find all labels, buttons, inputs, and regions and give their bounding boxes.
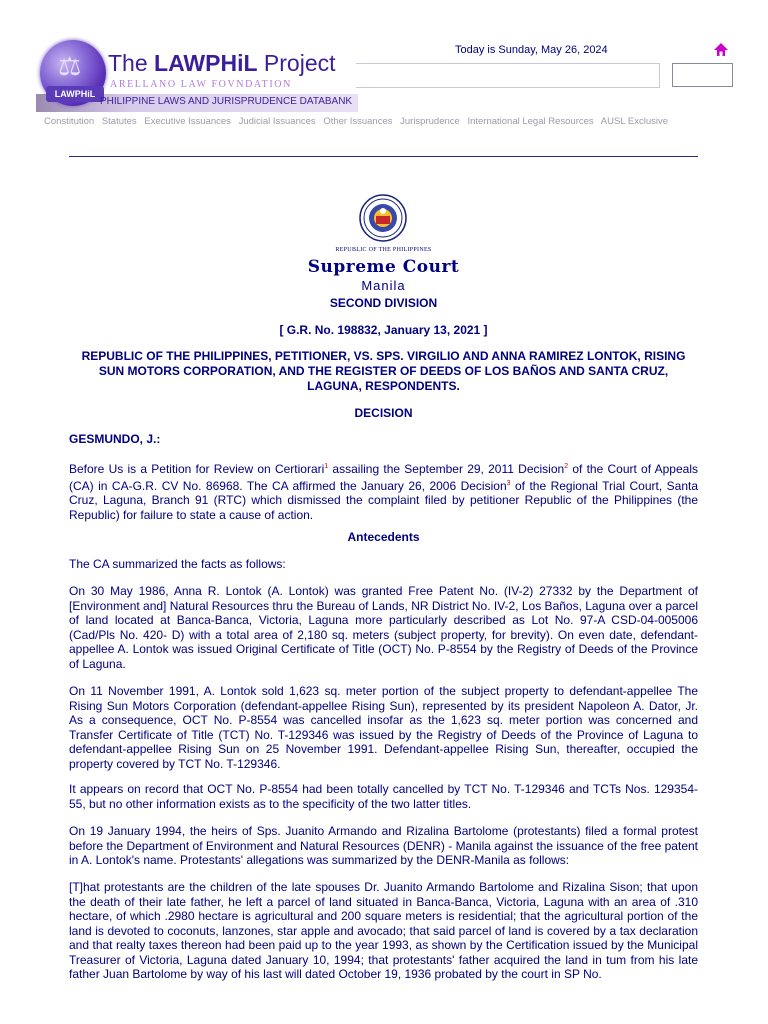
case-number: [ G.R. No. 198832, January 13, 2021 ]: [279, 323, 488, 337]
paragraph-protest: On 19 January 1994, the heirs of Sps. Juanito Armando and Rizalina Bartolome (protestants) filed a formal protest before the Department of Environment and Natural Resources (DENR) - Manila against the issuance of the free patent in A. Lontok's name. Protestants' allegations was summarized by the DENR-Manila as follows:: [69, 824, 698, 867]
date-line: Today is Sunday, May 26, 2024: [455, 44, 608, 56]
nav-statutes[interactable]: Statutes: [101, 116, 137, 127]
case-parties: REPUBLIC OF THE PHILIPPINES, PETITIONER, VS. SPS. VIRGILIO AND ANNA RAMIREZ LONTOK, RISING SUN MOTORS CORPORATION, AND THE REGISTER OF DEEDS OF LOS BAÑOS AND SANTA CRUZ, LAGUNA, RESPONDENTS.: [81, 349, 686, 393]
supreme-court-seal-icon: [359, 194, 407, 242]
paragraph-summary-intro: The CA summarized the facts as follows:: [69, 557, 286, 571]
p1-text-b: assailing the September 29, 2011 Decision: [328, 462, 565, 476]
nav-judicial-issuances[interactable]: Judicial Issuances: [238, 116, 316, 127]
nav-other-issuances[interactable]: Other Issuances: [323, 116, 393, 127]
header-divider: [69, 156, 698, 157]
site-title-brand: LAWPHiL: [154, 50, 258, 76]
nav-executive-issuances[interactable]: Executive Issuances: [144, 116, 231, 127]
site-title-suffix: Project: [257, 50, 336, 76]
paragraph-cancellation: It appears on record that OCT No. P-8554 had been totally cancelled by TCT No. T-129346 and TCTs Nos. 129354-55, but no other information exists as to the specificity of the two latter titles.: [69, 782, 698, 811]
paragraph-allegations: [T]hat protestants are the children of the late spouses Dr. Juanito Armando Bartolome and Rizalina Sison; that upon the death of their late father, he left a parcel of land situated in Banca-Banca, Victoria, Laguna with an area of .310 hectare, of which .2980 hectare is agricultural and 200 square meters is residential; that the agricultural portion of the land is devoted to coconuts, lanzones, star apple and avocado; that said parcel of land is covered by a tax declaration and that realty taxes thereon had been paid up to the year 1993, as shown by the Certification issued by the Municipal Treasurer of Victoria, Laguna dated January 10, 1994; that protestants' father acquired the land in tum from his late father Juan Bartolome by way of his last will dated October 19, 1936 probated by the court in SP No.: [69, 880, 698, 981]
paragraph-free-patent: On 30 May 1986, Anna R. Lontok (A. Lontok) was granted Free Patent No. (IV-2) 27332 by the Department of [Environment and] Natural Resources thru the Bureau of Lands, NR District No. IV-2, Los Baños, Laguna over a parcel of land located at Banca-Banca, Victoria, Laguna more particularly described as Lot No. 97-A CSD-04-005006 (Cad/Pls No. 420- D) with a total area of 2,180 sq. meters (subject property, for brevity). On even date, defendant-appellee A. Lontok was issued Original Certificate of Title (OCT) No. P-8554 by the Registry of Deeds of the Province of Laguna.: [69, 584, 698, 671]
nav-international-legal-resources[interactable]: International Legal Resources: [467, 116, 594, 127]
nav-jurisprudence[interactable]: Jurisprudence: [400, 116, 460, 127]
antecedents-heading: Antecedents: [347, 530, 420, 544]
p1-text-c: of the Court of Appeals (CA) in CA-G.R. CV No. 86968. The CA affirmed the January 26, 2006 Decision: [69, 462, 698, 493]
p1-text-a: Before Us is a Petition for Review on Certiorari: [69, 462, 325, 476]
decision-heading: DECISION: [354, 406, 413, 420]
scales-of-justice-icon: ⚖: [58, 52, 82, 82]
databank-subtitle: PHILIPPINE LAWS AND JURISPRUDENCE DATABANK: [100, 96, 353, 107]
home-icon[interactable]: [713, 42, 729, 58]
ponente: GESMUNDO, J.:: [69, 432, 161, 446]
logo-lawphil-tag: LAWPHiL: [46, 86, 104, 102]
p1-text-d: of the Regional Trial Court, Santa Cruz, Laguna, Branch 91 (RTC) which dismissed the complaint filed by petitioner Republic of the Philippines (the Republic) for failure to state a cause of action.: [69, 478, 698, 522]
republic-label: REPUBLIC OF THE PHILIPPINES: [335, 247, 432, 253]
nav-constitution[interactable]: Constitution: [44, 116, 95, 127]
paragraph-intro: [69, 460, 698, 522]
main-nav: [44, 116, 734, 127]
court-city: Manila: [361, 278, 406, 293]
court-name: Supreme Court: [307, 257, 460, 277]
paragraph-sale: On 11 November 1991, A. Lontok sold 1,623 sq. meter portion of the subject property to defendant-appellee The Rising Sun Motors Corporation (defendant-appellee Rising Sun), represented by its president Napoleon A. Dator, Jr. As a consequence, OCT No. P-8554 was cancelled insofar as the 1,623 sq. meter portion was concerned and Transfer Certificate of Title (TCT) No. T-129346 was issued by the Registry of Deeds of the Province of Laguna to defendant-appellee Rising Sun on 25 November 1991. Defendant-appellee Rising Sun, thereafter, occupied the property covered by TCT No. T-129346.: [69, 684, 698, 771]
search-bar[interactable]: [356, 63, 660, 88]
foundation-name: ARELLANO LAW FOVNDATION: [110, 79, 292, 90]
footnote-1-link[interactable]: 1: [324, 463, 329, 470]
footnote-3-link[interactable]: 3: [506, 479, 511, 487]
footnote-2-link[interactable]: 2: [564, 463, 569, 470]
nav-ausl-exclusive[interactable]: AUSL Exclusive: [600, 116, 669, 127]
court-division: SECOND DIVISION: [329, 296, 438, 310]
site-title[interactable]: [108, 50, 336, 77]
site-title-prefix: The: [108, 50, 155, 76]
search-input[interactable]: [672, 63, 733, 87]
